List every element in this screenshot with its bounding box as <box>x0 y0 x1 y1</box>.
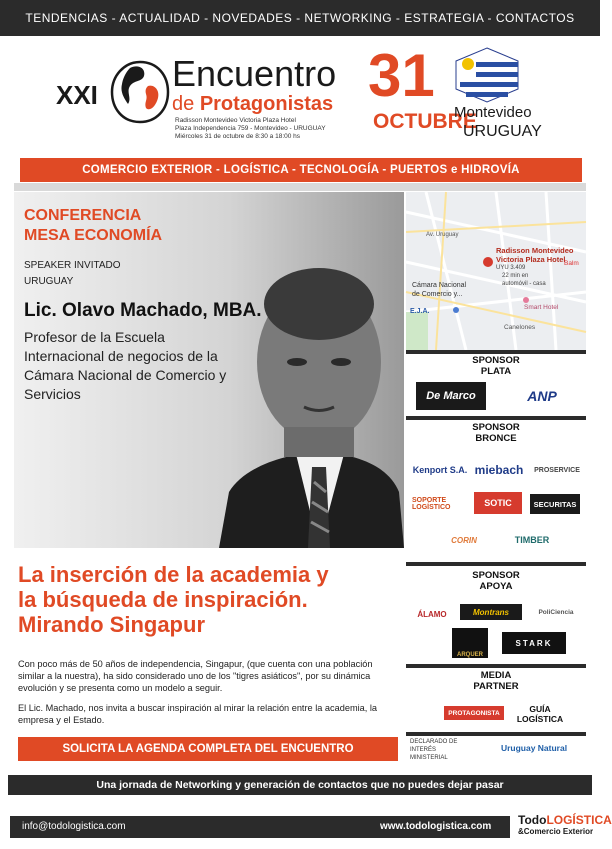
conference-line1: CONFERENCIA <box>24 207 142 224</box>
event-city: Montevideo <box>454 104 532 121</box>
contact-email-link[interactable]: info@todologistica.com <box>22 821 126 832</box>
brand-line2: &Comercio Exterior <box>518 827 594 836</box>
edition-number: XXI <box>56 80 98 110</box>
conference-line2: MESA ECONOMÍA <box>24 227 163 244</box>
sponsor-logo-arquer[interactable] <box>452 628 488 658</box>
map-label: Av. Uruguay <box>426 232 459 238</box>
conference-title <box>24 206 162 246</box>
sponsor-logo-stark[interactable] <box>502 632 566 654</box>
sponsor-logo-sotic[interactable] <box>474 492 522 514</box>
map-place-line1: Radisson Montevideo <box>496 246 574 255</box>
logo-text: miebach <box>474 463 524 477</box>
brand-todo: Todo <box>518 813 547 827</box>
sponsor-logo-anp[interactable] <box>502 382 582 410</box>
paragraph: El Lic. Machado, nos invita a buscar inspiración al mirar la relación entre la academia, la empresa y el Estado. <box>18 703 377 725</box>
logo-text: SOTIC <box>484 498 512 508</box>
media-logo-guia[interactable] <box>514 700 566 728</box>
section-divider <box>406 416 586 420</box>
sponsor-logo-policiencia[interactable] <box>530 604 582 620</box>
logo-text: ÁLAMO <box>417 609 447 619</box>
top-nav-bar <box>0 0 600 36</box>
venue-line: Plaza Independencia 759 - Montevideo - URUGUAY <box>175 125 326 132</box>
map-label: Cámara Nacional <box>412 282 467 289</box>
logo-text: STARK <box>515 638 553 648</box>
logo-text: TIMBER <box>514 535 550 545</box>
footer <box>0 812 612 849</box>
map-route-line2: automóvil - casa <box>502 281 546 287</box>
globe-logo-icon <box>110 56 170 128</box>
sponsor-logo-montrans[interactable] <box>460 604 522 620</box>
sponsor-logo-soporte[interactable] <box>412 492 468 516</box>
tagline-bar <box>8 775 592 795</box>
map-place-line2: Victoria Plaza Hotel <box>496 255 566 264</box>
uruguay-natural-logo[interactable] <box>486 738 582 758</box>
subtitle-protagonistas: Protagonistas <box>199 93 334 115</box>
sponsor-logo-alamo[interactable] <box>414 604 450 624</box>
logo-text: ANP <box>527 388 557 404</box>
top-nav-text: TENDENCIAS - ACTUALIDAD - NOVEDADES - NETWORKING - ESTRATEGIA - CONTACTOS <box>25 11 575 25</box>
article-body <box>18 658 398 734</box>
website-link[interactable]: www.todologistica.com <box>380 821 492 832</box>
event-title: Encuentro <box>172 53 337 94</box>
location-map[interactable] <box>406 192 586 350</box>
logo-text: Kenport S.A. <box>412 465 468 475</box>
headline-line: Mirando Singapur <box>18 612 205 637</box>
logo-text: SOPORTE LOGÍSTICO <box>412 497 451 511</box>
sponsor-logo-corin[interactable] <box>436 530 492 550</box>
sponsor-logo-kenport[interactable] <box>412 458 468 482</box>
speaker-role: SPEAKER INVITADO <box>24 260 121 271</box>
media-logo-protagonista[interactable] <box>444 706 504 720</box>
logo-text: PoliCiencia <box>538 608 574 616</box>
agenda-cta-button[interactable] <box>18 737 398 761</box>
brand-line1 <box>518 815 612 826</box>
event-header <box>0 38 600 148</box>
map-label: Balm <box>564 260 579 267</box>
logo-text: CORIN <box>451 535 477 545</box>
map-label: de Comercio y... <box>412 291 463 298</box>
venue-line: Radisson Montevideo Victoria Plaza Hotel <box>175 117 296 124</box>
logo-text: SECURITAS <box>533 499 577 509</box>
headline-line: La inserción de la academia y <box>18 562 329 587</box>
speaker-country: URUGUAY <box>24 276 74 287</box>
sponsor-plata-label: SPONSOR PLATA <box>472 355 520 377</box>
logo-text: PROSERVICE <box>534 466 580 474</box>
logo-text: GUÍA LOGÍSTICA <box>516 704 564 724</box>
map-label: Smart Hotel <box>524 304 559 311</box>
divider <box>14 183 586 191</box>
sponsor-logo-securitas[interactable] <box>530 494 580 514</box>
media-partner-label: MEDIA PARTNER <box>473 670 519 692</box>
event-day: 31 <box>368 42 435 109</box>
topics-text: COMERCIO EXTERIOR - LOGÍSTICA - TECNOLOGÍA - PUERTOS e HIDROVÍA <box>82 164 520 176</box>
section-divider <box>406 350 586 354</box>
brand-logistica: LOGÍSTICA <box>546 813 612 827</box>
venue-line: Miércoles 31 de octubre de 8:30 a 18:00 hs <box>175 133 301 140</box>
section-divider <box>406 664 586 668</box>
uruguay-flag-icon <box>456 48 518 102</box>
tagline-text: Una jornada de Networking y generación de contactos que no puedes dejar pasar <box>96 779 504 791</box>
event-month: OCTUBRE <box>373 110 477 133</box>
event-country: URUGUAY <box>463 123 542 140</box>
subtitle-de: de <box>172 93 195 115</box>
sponsor-sidebar <box>406 192 586 764</box>
brand-logo <box>518 815 612 837</box>
sponsor-logo-miebach[interactable] <box>470 458 528 482</box>
sponsor-bronce-label: SPONSOR BRONCE <box>472 422 520 444</box>
paragraph: Con poco más de 50 años de independencia, Singapur, (que cuenta con una población similar a la nuestra), ha sido considerado uno de los "tigres asiáticos", por su dinámica evolución y se presenta como un modelo a seguir. <box>18 659 373 693</box>
sponsor-apoya-label: SPONSOR APOYA <box>472 570 520 592</box>
speaker-info <box>24 258 121 290</box>
venue-info <box>175 117 326 141</box>
section-divider <box>406 732 586 736</box>
topics-bar <box>20 158 582 182</box>
logo-text: ARQUER <box>456 652 483 658</box>
declared-interest: DECLARADO DE INTERÉS MINISTERIAL <box>410 739 458 761</box>
map-route-line1: 22 min en <box>502 273 529 279</box>
map-label: Canelones <box>504 324 536 331</box>
event-subtitle <box>172 93 333 115</box>
logo-text: De Marco <box>426 390 476 402</box>
sponsor-logo-demarco[interactable] <box>416 382 486 410</box>
sponsor-logo-timber[interactable] <box>502 530 562 550</box>
map-label: E.J.A. <box>410 308 430 315</box>
cta-label: SOLICITA LA AGENDA COMPLETA DEL ENCUENTRO <box>62 743 354 755</box>
sponsor-logo-proservice[interactable] <box>530 458 584 482</box>
map-rating: UYU 3.409 <box>496 265 526 271</box>
article-headline <box>18 562 329 637</box>
speaker-name: Lic. Olavo Machado, MBA. <box>24 300 262 321</box>
speaker-bio: Profesor de la Escuela Internacional de negocios de la Cámara Nacional de Comercio y Servicios <box>24 329 227 402</box>
logo-text: Montrans <box>473 607 509 617</box>
map-graphic <box>406 192 586 350</box>
logo-text: PROTAGONISTA <box>448 709 500 717</box>
headline-line: la búsqueda de inspiración. <box>18 587 308 612</box>
logo-text: Uruguay Natural <box>500 743 568 753</box>
section-divider <box>406 562 586 566</box>
